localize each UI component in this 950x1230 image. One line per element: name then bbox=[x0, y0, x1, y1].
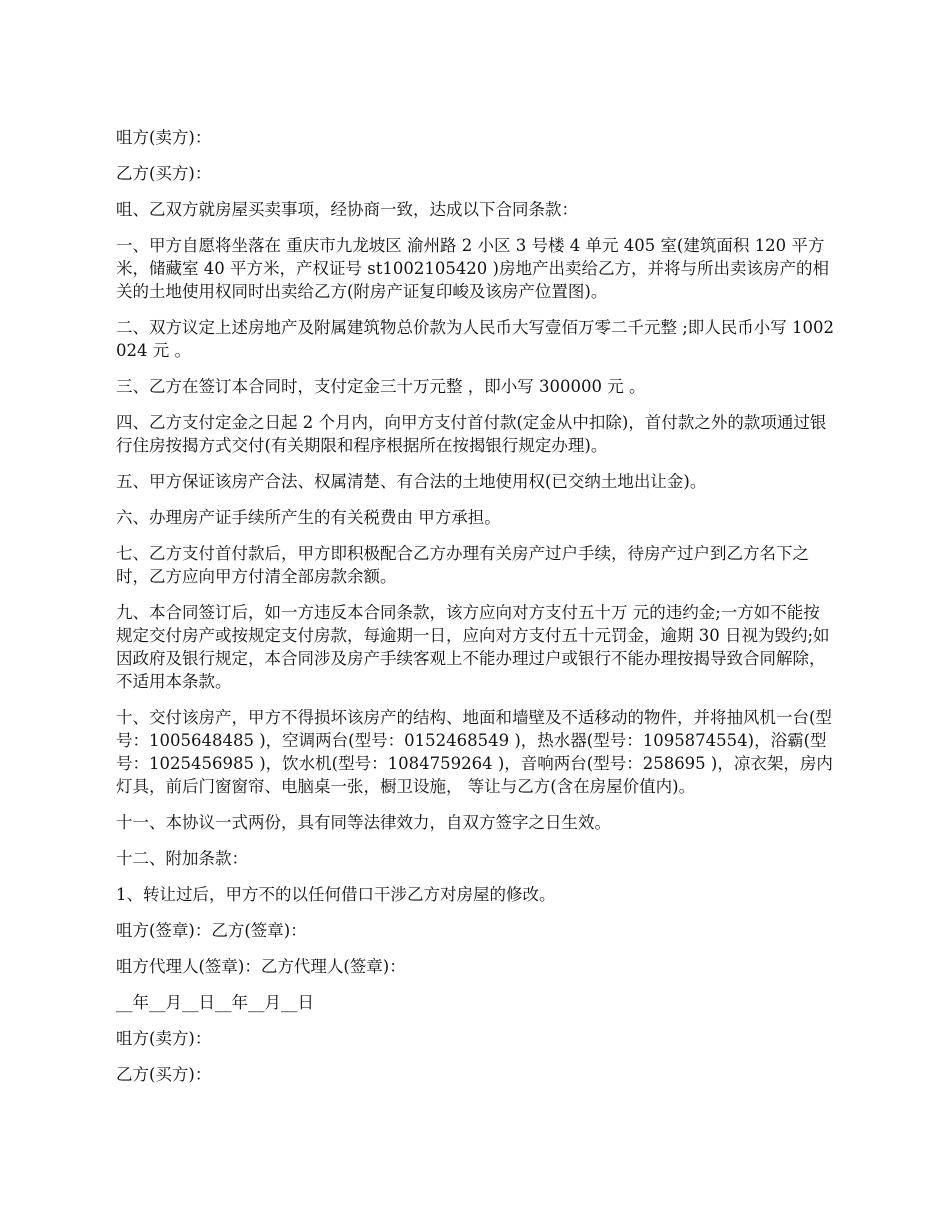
clause-4: 四、乙方支付定金之日起 2 个月内，向甲方支付首付款(定金从中扣除)，首付款之外的款项通过银行住房按揭方式交付(有关期限和程序根据所在按揭银行规定办理)。 bbox=[116, 413, 827, 455]
contract-intro: 咀、乙双方就房屋买卖事项，经协商一致，达成以下合同条款： bbox=[116, 200, 578, 219]
clause-5: 五、甲方保证该房产合法、权属清楚、有合法的土地使用权(已交纳土地出让金)。 bbox=[116, 472, 707, 491]
clause-12-heading: 十二、附加条款： bbox=[116, 849, 248, 868]
clause-10: 十、交付该房产，甲方不得损坏该房产的结构、地面和墙壁及不适移动的物件，并将抽风机一台(型号：1005648485 )，空调两台(型号：0152468549 )，热水器(型号：1095874554)，浴霸(型号：1025456985 )，饮水机(型号：1084759264 )，音响两台(型号：258695 )，凉衣架，房内灯具，前后门窗窗帘、电脑桌一张，橱卫设施， 等让与乙方(含在房屋价值内)。 bbox=[116, 708, 833, 796]
date-line: __年__月__日__年__月__日 bbox=[116, 993, 314, 1012]
clause-6: 六、办理房产证手续所产生的有关税费由 甲方承担。 bbox=[116, 508, 501, 527]
agent-signature-line: 咀方代理人(签章)：乙方代理人(签章)： bbox=[116, 957, 406, 976]
buyer-label-footer: 乙方(买方)： bbox=[116, 1065, 212, 1084]
signature-line: 咀方(签章)：乙方(签章)： bbox=[116, 921, 307, 940]
clause-11: 十一、本协议一式两份，具有同等法律效力，自双方签字之日生效。 bbox=[116, 813, 611, 832]
clause-2: 二、双方议定上述房地产及附属建筑物总价款为人民币大写壹佰万零二千元整 ;即人民币小写 1002024 元 。 bbox=[116, 318, 835, 360]
clause-9: 九、本合同签订后，如一方违反本合同条款，该方应向对方支付五十万 元的违约金;一方如不能按规定交付房产或按规定支付房款，每逾期一日，应向对方支付五十元罚金，逾期 30 日视为毁约;如因政府及银行规定，本合同涉及房产手续客观上不能办理过户或银行不能办理按揭导致合同解除，不适用本条款。 bbox=[116, 603, 830, 691]
seller-label: 咀方(卖方)： bbox=[116, 128, 212, 147]
clause-3: 三、乙方在签订本合同时，支付定金三十万元整 ，即小写 300000 元 。 bbox=[116, 377, 646, 396]
contract-body bbox=[116, 126, 836, 1099]
clause-1: 一、甲方自愿将坐落在 重庆市九龙坡区 渝州路 2 小区 3 号楼 4 单元 405 室(建筑面积 120 平方米，储藏室 40 平方米，产权证号 st1002105420 )房地产出卖给乙方，并将与所出卖该房产的相关的土地使用权同时出卖给乙方(附房产证复印峻及该房产位置图)。 bbox=[116, 236, 829, 301]
buyer-label: 乙方(买方)： bbox=[116, 164, 212, 183]
clause-7: 七、乙方支付首付款后，甲方即积极配合乙方办理有关房产过户手续，待房产过户到乙方名下之时，乙方应向甲方付清全部房款余额。 bbox=[116, 544, 809, 586]
seller-label-footer: 咀方(卖方)： bbox=[116, 1029, 212, 1048]
additional-term-1: 1、转让过后，甲方不的以任何借口干涉乙方对房屋的修改。 bbox=[116, 885, 556, 904]
